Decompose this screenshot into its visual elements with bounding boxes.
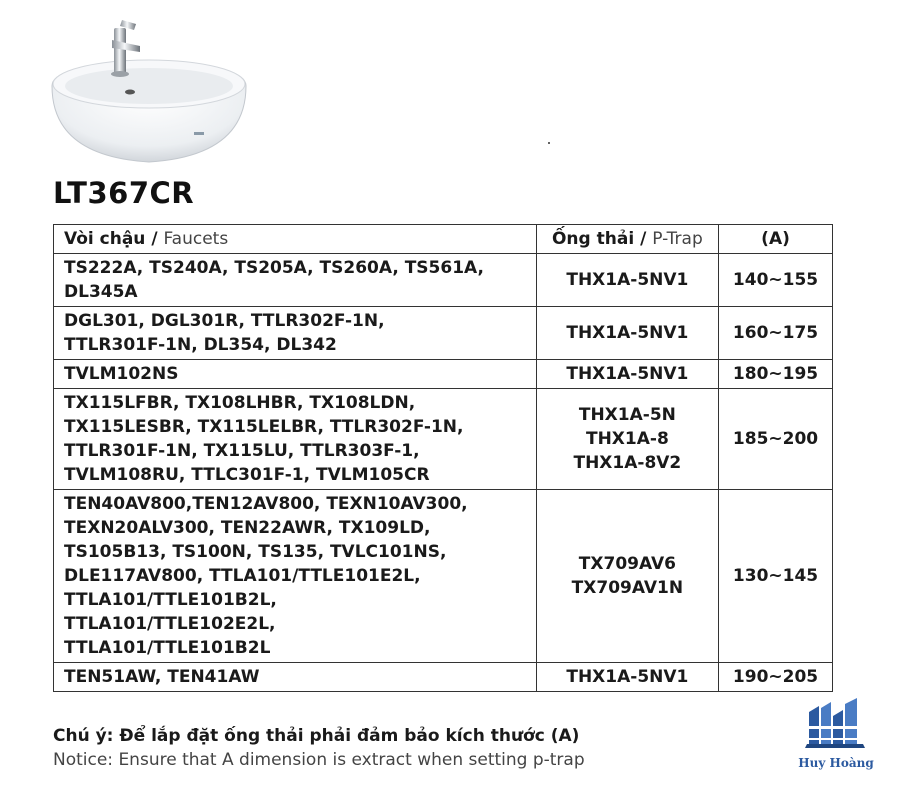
brand-logo bbox=[796, 698, 876, 778]
faucet-models-line: DGL301, DGL301R, TTLR302F-1N, bbox=[64, 311, 385, 331]
dimension-cell: 190~205 bbox=[719, 663, 833, 692]
ptrap-model: TX709AV6 bbox=[578, 554, 676, 574]
faucet-models-cell bbox=[54, 663, 537, 692]
ptrap-model: THX1A-5NV1 bbox=[566, 364, 689, 384]
faucet-models-cell bbox=[54, 389, 537, 490]
ptrap-cell bbox=[536, 254, 718, 307]
table-header-row bbox=[54, 225, 833, 254]
faucet-models-line: TTLR301F-1N, TX115LU, TTLR303F-1, bbox=[64, 441, 420, 461]
ptrap-cell bbox=[536, 360, 718, 389]
model-title: LT367CR bbox=[53, 176, 195, 210]
table-row bbox=[54, 389, 833, 490]
install-note bbox=[53, 724, 585, 772]
faucet-models-line: TX115LFBR, TX108LHBR, TX108LDN, bbox=[64, 393, 416, 413]
table-row bbox=[54, 307, 833, 360]
ptrap-model: THX1A-8V2 bbox=[573, 453, 682, 473]
ptrap-cell bbox=[536, 389, 718, 490]
dimension-cell: 140~155 bbox=[719, 254, 833, 307]
ptrap-model: THX1A-5N bbox=[578, 405, 676, 425]
faucet-models-line: TS105B13, TS100N, TS135, TVLC101NS, bbox=[64, 542, 447, 562]
stray-dot bbox=[548, 142, 550, 144]
ptrap-model: THX1A-5NV1 bbox=[566, 270, 689, 290]
header-faucets: Vòi chậu / Faucets bbox=[54, 225, 537, 254]
ptrap-cell bbox=[536, 307, 718, 360]
ptrap-model: THX1A-8 bbox=[585, 429, 669, 449]
table-row bbox=[54, 360, 833, 389]
building-logo-icon bbox=[805, 698, 867, 750]
faucet-models-line: TEN51AW, TEN41AW bbox=[64, 667, 260, 687]
dimension-cell: 180~195 bbox=[719, 360, 833, 389]
brand-name: Huy Hoàng bbox=[798, 756, 874, 770]
dimension-cell: 130~145 bbox=[719, 490, 833, 663]
faucet-models-cell bbox=[54, 307, 537, 360]
ptrap-cell bbox=[536, 490, 718, 663]
dimension-cell: 185~200 bbox=[719, 389, 833, 490]
faucet-models-line: TEXN20ALV300, TEN22AWR, TX109LD, bbox=[64, 518, 431, 538]
table-row bbox=[54, 663, 833, 692]
faucet-models-line: TTLA101/TTLE101B2L, bbox=[64, 590, 277, 610]
faucet-models-line: TTLR301F-1N, DL354, DL342 bbox=[64, 335, 337, 355]
faucet-models-line: TTLA101/TTLE102E2L, bbox=[64, 614, 276, 634]
ptrap-model: THX1A-5NV1 bbox=[566, 323, 689, 343]
compatibility-table bbox=[53, 224, 833, 692]
faucet-models-cell bbox=[54, 254, 537, 307]
faucet-models-line: TS222A, TS240A, TS205A, TS260A, TS561A, bbox=[64, 258, 484, 278]
dimension-cell: 160~175 bbox=[719, 307, 833, 360]
faucet-models-line: DLE117AV800, TTLA101/TTLE101E2L, bbox=[64, 566, 421, 586]
faucet-models-line: TTLA101/TTLE101B2L bbox=[64, 638, 271, 658]
table-row bbox=[54, 254, 833, 307]
note-english: Notice: Ensure that A dimension is extract when setting p-trap bbox=[53, 750, 585, 770]
table-row bbox=[54, 490, 833, 663]
faucet-models-line: TVLM102NS bbox=[64, 364, 179, 384]
ptrap-model: TX709AV1N bbox=[571, 578, 684, 598]
header-ptrap: Ống thải / P-Trap bbox=[536, 225, 718, 254]
faucet-models-cell bbox=[54, 360, 537, 389]
faucet-models-line: TVLM108RU, TTLC301F-1, TVLM105CR bbox=[64, 465, 430, 485]
note-vietnamese: Chú ý: Để lắp đặt ống thải phải đảm bảo kích thước (A) bbox=[53, 726, 580, 746]
faucet-models-line: TEN40AV800,TEN12AV800, TEXN10AV300, bbox=[64, 494, 468, 514]
header-dimension: (A) bbox=[719, 225, 833, 254]
faucet-models-line: DL345A bbox=[64, 282, 138, 302]
ptrap-model: THX1A-5NV1 bbox=[566, 667, 689, 687]
faucet-models-cell bbox=[54, 490, 537, 663]
faucet-models-line: TX115LESBR, TX115LELBR, TTLR302F-1N, bbox=[64, 417, 464, 437]
basin-product-image bbox=[44, 16, 254, 168]
ptrap-cell bbox=[536, 663, 718, 692]
